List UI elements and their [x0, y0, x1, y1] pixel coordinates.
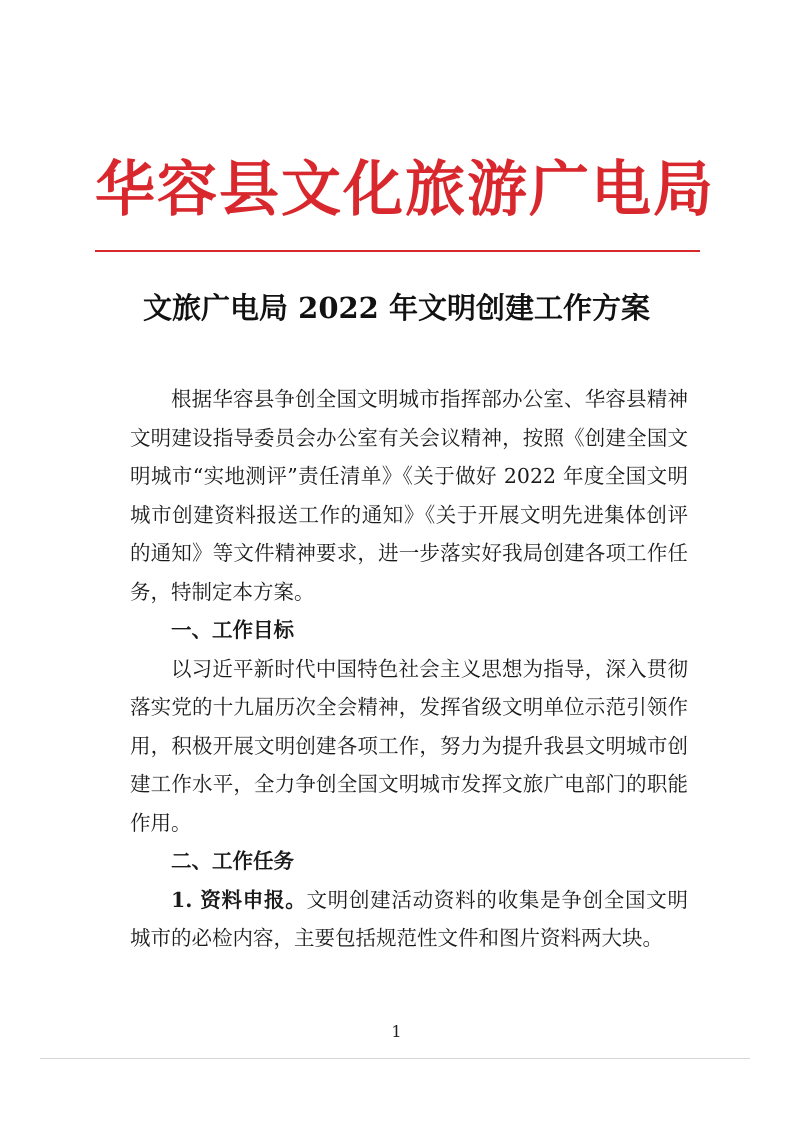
- task-item-1-text: 文明创建活动资料的收集是争创全国文明城市的必检内容，主要包括规范性文件和图片资料两大块。: [130, 887, 688, 950]
- document-title: 文旅广电局 2022 年文明创建工作方案: [143, 291, 650, 325]
- bottom-rule: [40, 1058, 750, 1059]
- goals-paragraph: 以习近平新时代中国特色社会主义思想为指导，深入贯彻落实党的十九届历次全会精神，发挥省级文明单位示范引领作用，积极开展文明创建各项工作，努力为提升我县文明城市创建工作水平，全力争创全国文明城市发挥文旅广电部门的职能作用。: [130, 656, 688, 835]
- masthead-red-rule: [95, 250, 700, 252]
- task-item-1-lead: 1. 资料申报。: [171, 887, 307, 912]
- intro-paragraph: 根据华容县争创全国文明城市指挥部办公室、华容县精神文明建设指导委员会办公室有关会议精神，按照《创建全国文明城市“实地测评”责任清单》《关于做好 2022 年度全国文明城市创建资料报送工作的通知》《关于开展文明先进集体创评的通知》等文件精神要求，进一步落实好我局创建各项工作任务，特制定本方案。: [130, 387, 688, 604]
- document-body: [130, 380, 688, 958]
- page-number: 1: [391, 1022, 402, 1041]
- section-heading-goals: 一、工作目标: [171, 618, 294, 642]
- org-masthead: 华容县文化旅游广电局: [95, 155, 715, 225]
- task-item-1: [130, 881, 688, 958]
- section-heading-tasks: 二、工作任务: [171, 849, 294, 873]
